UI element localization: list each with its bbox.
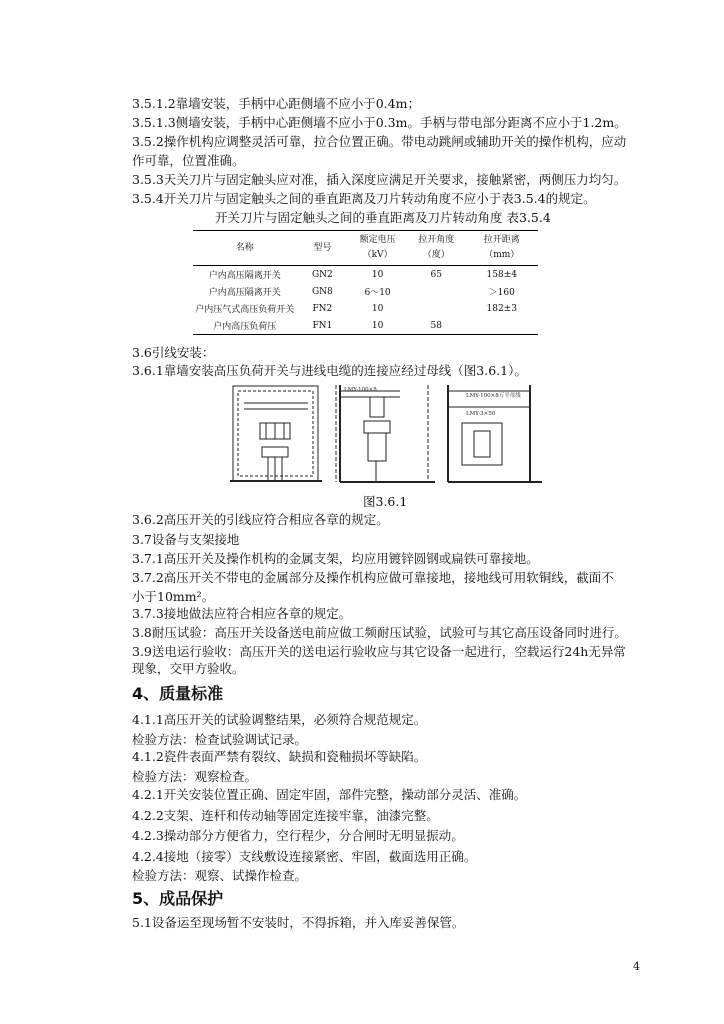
cell-name: 户内高压负荷压 [193,317,297,335]
figure-label: LMY-3×50 [466,411,496,417]
paragraph-line: 3.5.1.2靠墙安装，手柄中心距侧墙不应小于0.4m； [132,96,420,111]
table-row [193,300,538,317]
paragraph-line: 4.1.2瓷件表面严禁有裂纹、缺损和瓷釉损坏等缺陷。 [132,749,427,764]
col-header-angle [407,231,466,266]
paragraph-line: 4.1.1高压开关的试验调整结果，必须符合规范规定。 [132,712,427,727]
cell-distance: 158±4 [486,269,517,280]
figure-caption: 图3.6.1 [363,494,408,509]
cell-distance [466,317,538,335]
cell-voltage: 10 [371,269,384,280]
cell-model: GN2 [311,269,333,280]
section-heading-line: 3.6引线安装： [132,345,215,360]
paragraph-line: 3.7设备与支架接地 [132,532,240,547]
paragraph-line: 4.2.4接地（接零）支线敷设连接紧密、牢固，截面选用正确。 [132,849,477,864]
paragraph-line: 检验方法：观察、试操作检查。 [132,868,308,883]
section-heading: 5、成品保护 [132,889,224,908]
paragraph-line: 3.9送电运行验收：高压开关的送电运行验收应与其它设备一起进行，空载运行24h无异常 [132,644,626,659]
cell-model: FN2 [312,303,333,314]
cell-name: 户内高压隔离开关 [208,288,281,298]
cell-name: 户内压气式高压负荷开关 [195,305,295,315]
front-view-drawing [230,386,322,481]
paragraph-line: 现象，交甲方验收。 [132,661,245,676]
paragraph-line: 4.2.3操动部分方便省力，空行程少，分合闸时无明显振动。 [132,828,464,843]
paragraph-line: 3.8耐压试验：高压开关设备送电前应做工频耐压试验，试验可与其它高压设备同时进行。 [132,625,627,640]
table-row [193,266,538,284]
paragraph-line: 小于10mm²。 [132,589,215,604]
cell-angle: 58 [407,317,466,335]
paragraph-line: 检验方法：观察检查。 [132,769,258,784]
col-header-voltage [348,231,407,266]
table-row [193,317,538,335]
col-header-voltage-line2: （kV） [362,250,393,260]
paragraph-line: 3.5.3天关刀片与固定触头应对准，插入深度应满足开关要求，接触紧密，两侧压力均匀。 [132,172,627,187]
page-number: 4 [633,960,640,973]
cell-name: 户内高压隔离开关 [208,271,281,281]
col-header-distance-line2: （mm） [484,250,520,260]
col-header-distance-line1: 拉开距离 [483,235,520,245]
paragraph-line: 检验方法：检查试验调试记录。 [132,732,308,747]
paragraph-line: 3.5.4开关刀片与固定触头之间的垂直距离及刀片转动角度不应小于表3.5.4的规定。 [132,191,596,206]
cell-voltage: 10 [348,317,407,335]
paragraph-line: 3.6.2高压开关的引线应符合相应各章的规定。 [132,512,389,527]
paragraph-line: 3.6.1靠墙安装高压负荷开关与进线电缆的连接应经过母线（图3.6.1）。 [132,363,527,378]
col-header-distance [466,231,538,266]
cell-angle: 65 [430,269,442,280]
wall-view-drawing [448,385,542,482]
cell-angle [407,300,466,317]
col-header-angle-line1: 拉开角度 [418,235,455,245]
spec-table [193,230,538,335]
paragraph-line: 5.1设备运至现场暂不安装时，不得拆箱，并入库妥善保管。 [132,915,465,930]
paragraph-line: 作可靠，位置准确。 [132,153,245,168]
paragraph-line: 3.5.2操作机构应调整灵活可靠，拉合位置正确。带电动跳闸或辅助开关的操作机构，应动 [132,134,627,149]
cell-distance: 182±3 [486,303,517,314]
paragraph-line: 3.7.1高压开关及操作机构的金属支架，均应用镀锌圆钢或扁铁可靠接地。 [132,551,539,566]
cell-voltage: 10 [371,303,384,314]
figure-label: LMY-100×8 [344,387,377,393]
paragraph-line: 4.2.1开关安装位置正确、固定牢固，部件完整，操动部分灵活、准确。 [132,787,527,802]
cell-distance: ＞160 [488,288,515,298]
paragraph-line: 3.5.1.3侧墙安装，手柄中心距侧墙不应小于0.3m。手柄与带电部分距离不应小于1.2m。 [132,115,627,130]
side-view-drawing [336,385,435,482]
cell-model: FN1 [297,317,349,335]
col-header-voltage-line1: 额定电压 [359,235,396,245]
table-title: 开关刀片与固定触头之间的垂直距离及刀片转动角度 表3.5.4 [215,210,551,225]
paragraph-line: 3.7.2高压开关不带电的金属部分及操作机构应做可靠接地，接地线可用软铜线，截面不 [132,570,614,585]
col-header-model: 型号 [297,231,349,266]
cell-voltage: 6～10 [364,288,391,298]
table-row [193,283,538,300]
paragraph-line: 3.7.3接地做法应符合相应各章的规定。 [132,606,352,621]
col-header-name: 名称 [193,231,297,266]
cell-angle [407,283,466,300]
section-heading: 4、质量标准 [132,684,224,703]
installation-drawing [230,383,545,485]
figure-label: LMY-100×8万平母线 [466,393,521,399]
col-header-angle-line2: （度） [422,250,450,260]
cell-model: GN8 [311,286,333,297]
paragraph-line: 4.2.2支架、连杆和传动轴等固定连接牢靠，油漆完整。 [132,808,439,823]
